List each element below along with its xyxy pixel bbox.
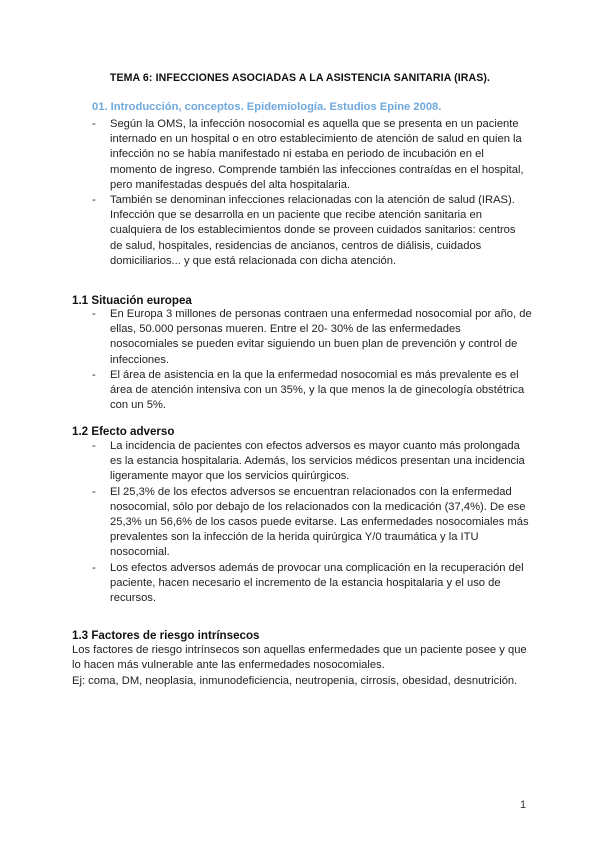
list-item-text: La incidencia de pacientes con efectos adversos es mayor cuanto más prolongada es la estancia hospitalaria. Además, los servicios médicos presentan una incidencia ligeramente mayor que los servicios quirúrgicos.: [110, 440, 525, 483]
list-item-text: El área de asistencia en la que la enfermedad nosocomial es más prevalente es el área de atención intensiva con un 35%, y la que menos la de ginecología obstétrica con un 5%.: [110, 368, 525, 412]
list-item-text: Los efectos adversos además de provocar una complicación en la recuperación del paciente, hacen necesario el incremento de la estancia hospitalaria y el uso de recursos.: [110, 561, 524, 605]
section-heading-1-2: 1.2 Efecto adverso: [72, 425, 175, 438]
bullet-marker: -: [92, 440, 96, 452]
bullet-marker: -: [92, 308, 96, 320]
section-1-3-paragraph: Los factores de riesgo intrínsecos son aquellas enfermedades que un paciente posee y que lo hacen más vulnerable ante las enfermedades nosocomiales.: [72, 644, 527, 672]
intro-bullet-list: [92, 117, 530, 269]
bullet-marker: -: [92, 561, 96, 574]
list-item: [92, 485, 532, 561]
bullet-marker: -: [92, 118, 96, 130]
intro-heading: 01. Introducción, conceptos. Epidemiología. Estudios Epine 2008.: [92, 101, 442, 113]
section-1-2-bullet-list: [92, 439, 532, 606]
document-title: TEMA 6: INFECCIONES ASOCIADAS A LA ASISTENCIA SANITARIA (IRAS).: [109, 72, 491, 84]
bullet-marker: -: [92, 485, 96, 498]
list-item: [92, 193, 530, 269]
list-item-text: También se denominan infecciones relacionadas con la atención de salud (IRAS). Infección que se desarrolla en un paciente que recibe atención sanitaria en cualquiera de los establecimientos donde se proveen cuidados sanitarios: centros de salud, hospitales, residencias de ancianos, centros de diálisis, cuidados domiciliarios... y que está relacionada con dicha atención.: [110, 194, 516, 267]
list-item: [92, 439, 532, 485]
list-item-text: En Europa 3 millones de personas contraen una enfermedad nosocomial por año, de ellas, 50.000 personas mueren. Entre el 20- 30% de las enfermedades nosocomiales se pueden evitar siguiendo un buen plan de prevención y control de infecciones.: [110, 308, 532, 366]
list-item-text: Según la OMS, la infección nosocomial es aquella que se presenta en un paciente internado en un hospital o en otro establecimiento de atención de salud en quien la infección no se había manifestado ni estaba en periodo de incubación en el momento de ingreso. Comprende también las infecciones contraídas en el hospital, pero manifestadas después del alta hospitalaria.: [110, 118, 524, 191]
list-item-text: El 25,3% de los efectos adversos se encuentran relacionados con la enfermedad nosocomial, sólo por debajo de los relacionados con la medicación (37,4%). De ese 25,3% un 56,6% de los casos puede evitarse. Las enfermedades nosocomiales más prevalentes son la infección de la herida quirúrgica Y/0 traumática y la ITU nosocomial.: [110, 485, 529, 559]
bullet-marker: -: [92, 368, 96, 381]
section-heading-1-1: 1.1 Situación europea: [72, 294, 192, 307]
list-item: [92, 561, 532, 607]
section-heading-1-3: 1.3 Factores de riesgo intrínsecos: [72, 629, 260, 642]
list-item: [92, 117, 530, 193]
page-number: 1: [520, 799, 527, 811]
list-item: [92, 307, 532, 368]
list-item: [92, 368, 532, 414]
section-1-3-examples: Ej: coma, DM, neoplasia, inmunodeficiencia, neutropenia, cirrosis, obesidad, desnutrición.: [72, 675, 518, 687]
section-1-1-bullet-list: [92, 307, 532, 413]
bullet-marker: -: [92, 194, 96, 207]
